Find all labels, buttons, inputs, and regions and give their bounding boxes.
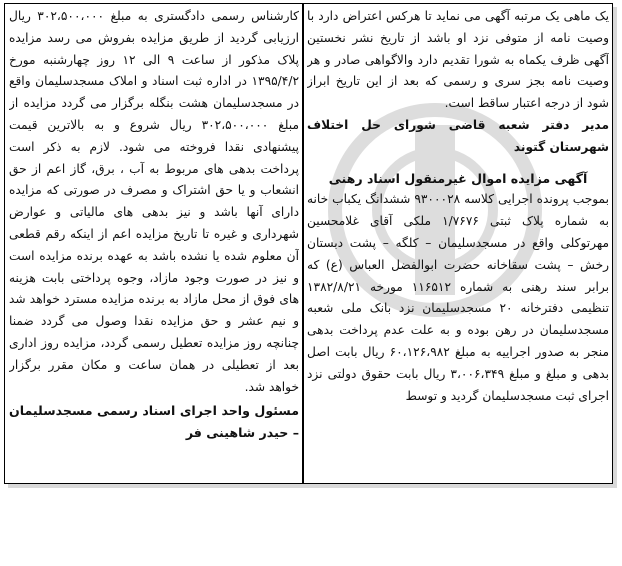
- right-column: [307, 6, 609, 480]
- auction-notice-body-part1: بموجب پرونده اجرایی کلاسه ۹۳۰۰۰۲۸ ششدانگ یکباب خانه به شماره پلاک ثبتی ۱/۷۶۷۶ ملکی آقای غلامحسین مهرتوکلی واقع در مسجدسلیمان – کلگه – پشت دبستان رخش – پشت سقاخانه حضرت ابوالفضل العباس (ع) که برابر سند رهنی به شماره ۱۱۶۵۱۲ مورخه ۱۳۸۲/۸/۲۱ تنظیمی دفترخانه ۲۰ مسجدسلیمان نزد بانک ملی شعبه مسجدسلیمان در رهن بوده و به علت عدم پرداخت بدهی منجر به صدور اجراییه به مبلغ ۶۰،۱۲۶،۹۸۲ ریال بابت اصل بدهی و مبلغ و مبلغ ۳،۰۰۶،۳۴۹ ریال بابت حقوق دولتی نزد اجرای ثبت مسجدسلیمان گردید و توسط: [307, 192, 609, 403]
- frame-shadow-right: [613, 7, 617, 488]
- auction-notice-body-part2: کارشناس رسمی دادگستری به مبلغ ۳۰۲،۵۰۰،۰۰۰ ریال ارزیابی گردید از طریق مزایده بفروش می رسد مزایده پلاک مذکور از ساعت ۹ الی ۱۲ روز چهارشنبه مورخ ۱۳۹۵/۴/۲ در اداره ثبت اسناد و املاک مسجدسلیمان واقع در مسجدسلیمان هشت بنگله برگزار می گردد مزایده از مبلغ ۳۰۲،۵۰۰،۰۰۰ ریال شروع و به بالاترین قیمت پیشنهادی نقدا فروخته می شود. لازم به ذکر است پرداخت بدهی های مربوط به آب ، برق، گاز اعم از حق انشعاب و یا حق اشتراک و مصرف در صورتی که مزایده دارای آنها باشد و نیز بدهی های مالیاتی و عوارض شهرداری و غیره تا تاریخ مزایده اعم از اینکه رقم قطعی آن معلوم شده یا نشده باشد به عهده برنده مزایده است و نیز در صورت وجود مازاد، وجوه پرداختی بابت هزینه های فوق از محل مازاد به برنده مزایده مسترد خواهد شد و نیم عشر و حق مزایده نقدا وصول می گردد ضمنا چنانچه روز مزایده تعطیل رسمی گردد، مزایده روز اداری بعد از تعطیلی در همان ساعت و مکان مقرر برگزار خواهد شد.: [9, 9, 299, 394]
- left-column: [9, 6, 299, 480]
- council-office-signature: مدیر دفتر شعبه قاضی شورای حل اختلاف شهرستان گتوند: [307, 117, 609, 154]
- registry-office-signature: مسئول واحد اجرای اسناد رسمی مسجدسلیمان – حیدر شاهینی فر: [9, 403, 299, 441]
- auction-notice-title: آگهی مزایده اموال غیرمنقول اسناد رهنی: [328, 170, 588, 186]
- inheritance-notice-text: یک ماهی یک مرتبه آگهی می نماید تا هرکس اعتراض دارد با وصیت نامه از متوفی نزد او باشد از تاریخ نشر نخستین آگهی ظرف یکماه به شورا تقدیم دارد والاگواهی صادر و هر وصیت نامه بجز سری و رسمی که بعد از این تاریخ ابراز شود از درجه اعتبار ساقط است.: [307, 9, 609, 111]
- frame-shadow-bottom: [8, 484, 617, 488]
- column-divider: [302, 3, 304, 484]
